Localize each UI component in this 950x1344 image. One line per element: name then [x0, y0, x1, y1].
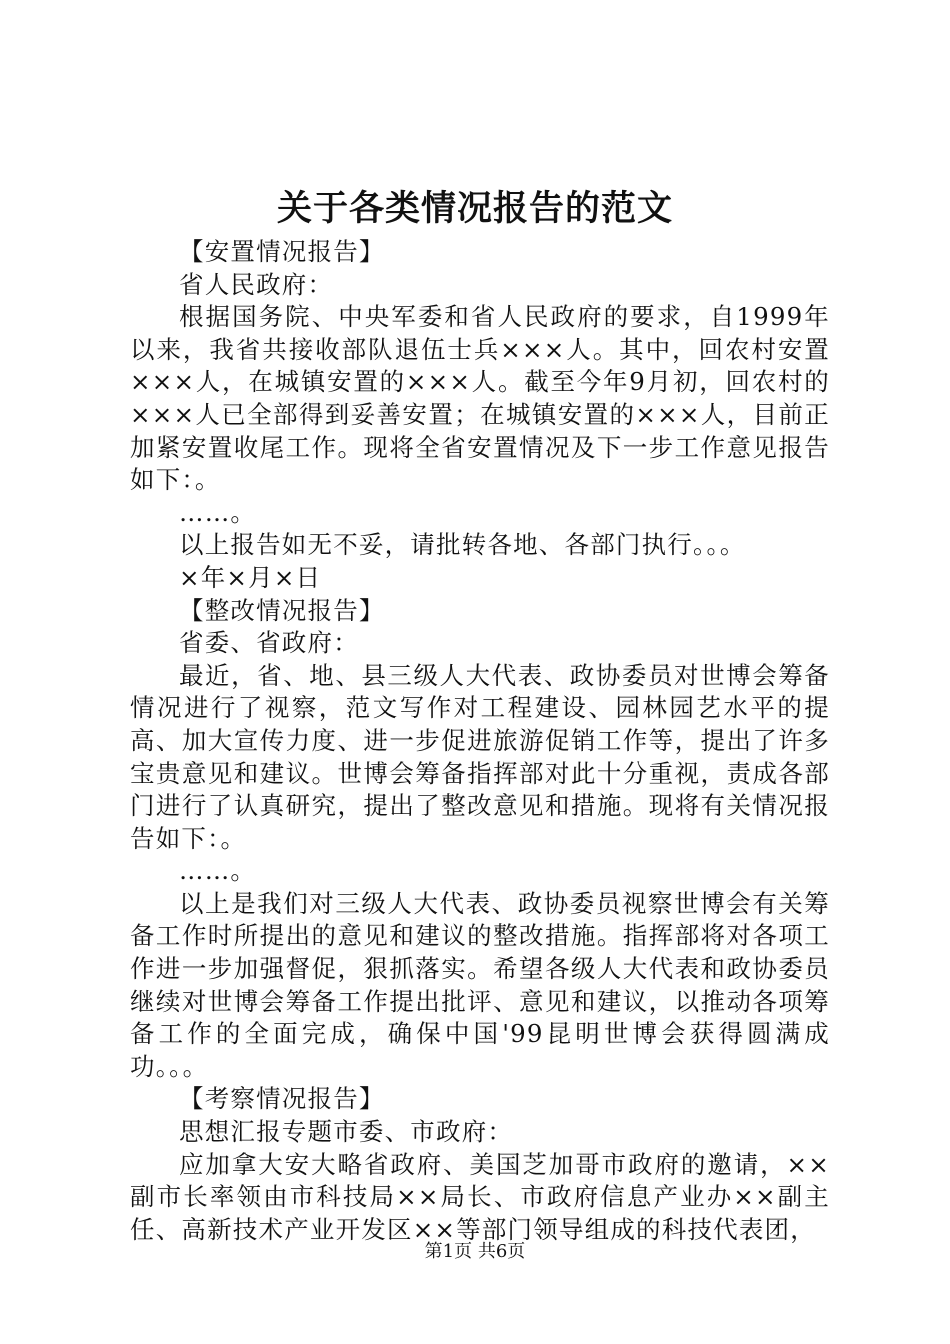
- body-paragraph: 以上是我们对三级人大代表、政协委员视察世博会有关筹备工作时所提出的意见和建议的整改措施。指挥部将对各项工作进一步加强督促，狠抓落实。希望各级人大代表和政协委员继续对世博会筹备工作提出批评、意见和建议，以推动各项筹备工作的全面完成，确保中国'99昆明世博会获得圆满成功。。。: [130, 888, 830, 1081]
- section-heading-rectification: 【整改情况报告】: [179, 595, 385, 625]
- document-title: 关于各类情况报告的范文: [276, 188, 673, 229]
- ellipsis-line: ……。: [179, 856, 257, 886]
- body-paragraph: 根据国务院、中央军委和省人民政府的要求，自1999年以来，我省共接收部队退伍士兵×××人。其中，回农村安置×××人，在城镇安置的×××人。截至今年9月初，回农村的×××人已全部得到妥善安置；在城镇安置的×××人，目前正加紧安置收尾工作。现将全省安置情况及下一步工作意见报告如下：。: [130, 302, 830, 495]
- salutation: 思想汇报专题市委、市政府：: [179, 1117, 514, 1147]
- salutation: 省人民政府：: [179, 269, 334, 299]
- salutation: 省委、省政府：: [179, 628, 359, 658]
- date-line: ×年×月×日: [179, 562, 322, 592]
- body-paragraph: 应加拿大安大略省政府、美国芝加哥市政府的邀请，××副市长率领由市科技局××局长、市政府信息产业办××副主任、高新技术产业开发区××等部门领导组成的科技代表团，: [130, 1149, 830, 1244]
- section-heading-inspection: 【考察情况报告】: [179, 1084, 385, 1114]
- body-paragraph: 最近，省、地、县三级人大代表、政协委员对世博会筹备情况进行了视察，范文写作对工程建设、园林园艺水平的提高、加大宣传力度、进一步促进旅游促销工作等，提出了许多宝贵意见和建议。世博会筹备指挥部对此十分重视，责成各部门进行了认真研究，提出了整改意见和措施。现将有关情况报告如下：。: [130, 660, 830, 853]
- ellipsis-line: ……。: [179, 497, 257, 527]
- closing-line: 以上报告如无不妥，请批转各地、各部门执行。。。: [179, 530, 746, 560]
- page-number: 第1页 共6页: [424, 1241, 526, 1262]
- section-heading-resettlement: 【安置情况报告】: [179, 237, 385, 266]
- document-body: [130, 236, 830, 1246]
